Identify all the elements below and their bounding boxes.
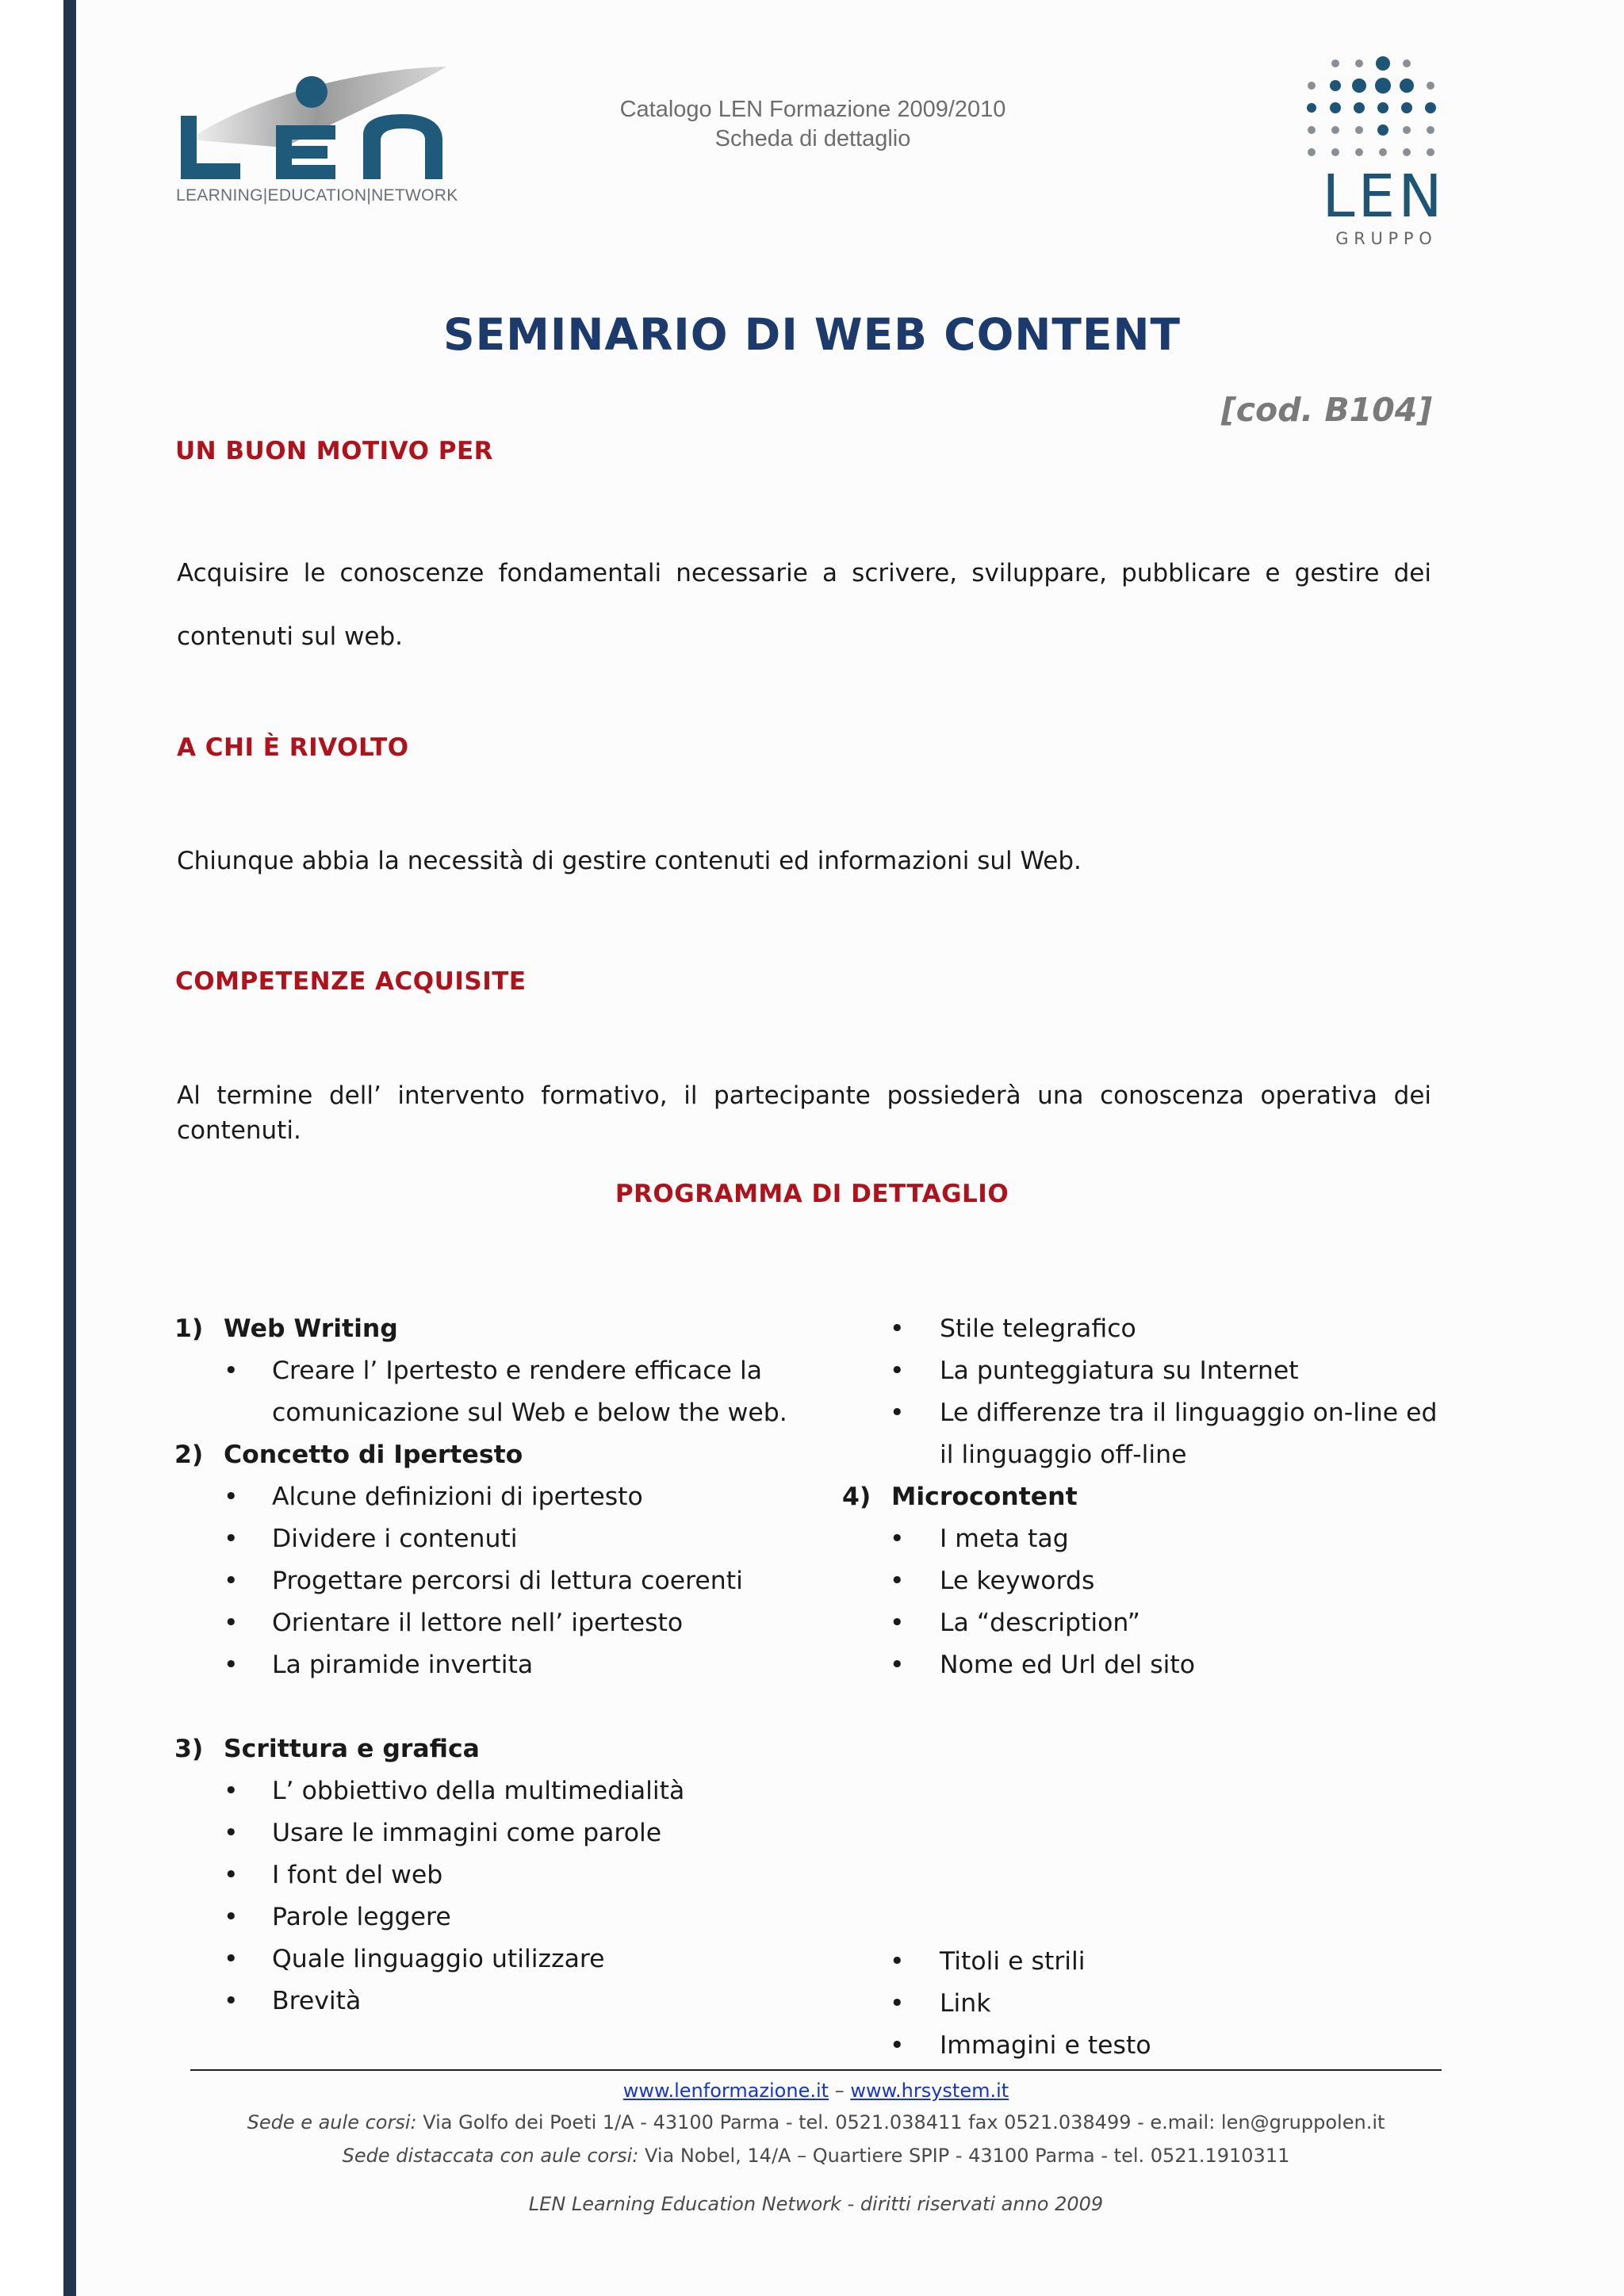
svg-text:LEN: LEN [1322,163,1446,231]
bullet-icon: • [224,1987,239,2015]
footer-links [190,2077,1442,2104]
svg-text:G R U P P O: G R U P P O [1335,229,1432,248]
page-left-bar [63,0,76,2296]
catalog-line-1: Catalogo LEN Formazione 2009/2010 [619,97,1006,122]
bullet-icon: • [224,1819,239,1847]
list-item: • Creare l’ Ipertesto e rendere efficace la [174,1350,825,1392]
list-item: • La piramide invertita [174,1644,825,1686]
list-item: • Progettare percorsi di lettura coerenti [174,1560,825,1602]
list-item: • I meta tag [842,1518,1477,1560]
bullet-icon: • [224,1651,239,1679]
bullet-icon: • [890,1525,905,1553]
len-logo-caption: LEARNING|EDUCATION|NETWORK [176,186,458,205]
bullet-icon: • [890,1947,905,1976]
hrsystem-link[interactable]: www.hrsystem.it [850,2080,1009,2102]
list-item: • Orientare il lettore nell’ ipertesto [174,1602,825,1644]
module-3-heading: 3) Scrittura e grafica [174,1735,480,1763]
footer-separator: – [834,2080,845,2102]
bullet-icon: • [890,1567,905,1595]
program-heading: PROGRAMMA DI DETTAGLIO [615,1180,1009,1208]
catalog-line-2: Scheda di dettaglio [714,126,911,151]
list-item: • Nome ed Url del sito [842,1644,1477,1686]
bullet-icon: • [224,1357,239,1385]
section-heading-rivolto: A CHI È RIVOLTO [177,733,409,762]
list-item: • L’ obbiettivo della multimedialità [174,1770,825,1812]
bullet-icon: • [890,1399,905,1427]
list-item: • Le differenze tra il linguaggio on-line ed [842,1392,1477,1434]
bullet-icon: • [224,1777,239,1805]
section-text-rivolto: Chiunque abbia la necessità di gestire contenuti ed informazioni sul Web. [177,847,1082,875]
list-item: • Immagini e testo [842,2025,1477,2067]
list-item: • Dividere i contenuti [174,1518,825,1560]
module-4-heading: 4) Microcontent [842,1483,1078,1511]
footer-address-branch: Sede distaccata con aule corsi: Via Nobel, 14/A – Quartiere SPIP - 43100 Parma - tel. 0521.1910311 [342,2145,1290,2167]
course-code: [cod. B104] [1221,391,1432,429]
section-text-motivo: Acquisire le conoscenze fondamentali necessarie a scrivere, sviluppare, pubblicare e gestire dei contenuti sul web. [177,559,1431,651]
list-item: • Stile telegrafico [842,1308,1477,1350]
list-item: • I font del web [174,1854,825,1896]
section-heading-motivo: UN BUON MOTIVO PER [175,437,494,465]
list-item-continued: comunicazione sul Web e below the web. [272,1399,787,1427]
bullet-icon: • [224,1609,239,1637]
list-item: • Quale linguaggio utilizzare [174,1938,825,1980]
list-item: • La punteggiatura su Internet [842,1350,1477,1392]
bullet-icon: • [890,2031,905,2060]
bullet-icon: • [890,1609,905,1637]
bullet-icon: • [224,1945,239,1973]
bullet-icon: • [890,1314,905,1343]
program-left-column [174,1308,825,2022]
list-item: • Parole leggere [174,1896,825,1938]
list-item: • Link [842,1983,1477,2025]
footer-divider [190,2069,1442,2071]
bullet-icon: • [224,1525,239,1553]
page-title: SEMINARIO DI WEB CONTENT [442,309,1182,360]
module-1-heading: 1) Web Writing [174,1314,398,1343]
list-item: • Brevità [174,1980,825,2022]
list-item: • La “description” [842,1602,1477,1644]
list-item: • Titoli e strili [842,1941,1477,1983]
lenformazione-link[interactable]: www.lenformazione.it [622,2080,829,2102]
list-item-continued: il linguaggio off-line [940,1441,1187,1469]
len-gruppo-logo [1293,54,1475,252]
catalog-header [539,95,1086,154]
footer-copyright: LEN Learning Education Network - diritti riservati anno 2009 [528,2193,1104,2215]
section-heading-competenze: COMPETENZE ACQUISITE [175,967,527,996]
list-item: • Alcune definizioni di ipertesto [174,1476,825,1518]
footer-address-main: Sede e aule corsi: Via Golfo dei Poeti 1/A - 43100 Parma - tel. 0521.038411 fax 0521.038499 - e.mail: len@gruppolen.it [247,2111,1385,2133]
bullet-icon: • [890,1357,905,1385]
module-2-heading: 2) Concetto di Ipertesto [174,1441,523,1469]
bullet-icon: • [224,1903,239,1931]
bullet-icon: • [224,1567,239,1595]
program-right-column [842,1308,1477,1686]
list-item: • Usare le immagini come parole [174,1812,825,1854]
bullet-icon: • [224,1861,239,1889]
program-right-column-bottom [842,1941,1477,2067]
list-item: • Le keywords [842,1560,1477,1602]
section-text-competenze: Al termine dell’ intervento formativo, il partecipante possiederà una conoscenza operativa dei contenuti. [177,1081,1431,1145]
bullet-icon: • [224,1483,239,1511]
bullet-icon: • [890,1989,905,2018]
bullet-icon: • [890,1651,905,1679]
